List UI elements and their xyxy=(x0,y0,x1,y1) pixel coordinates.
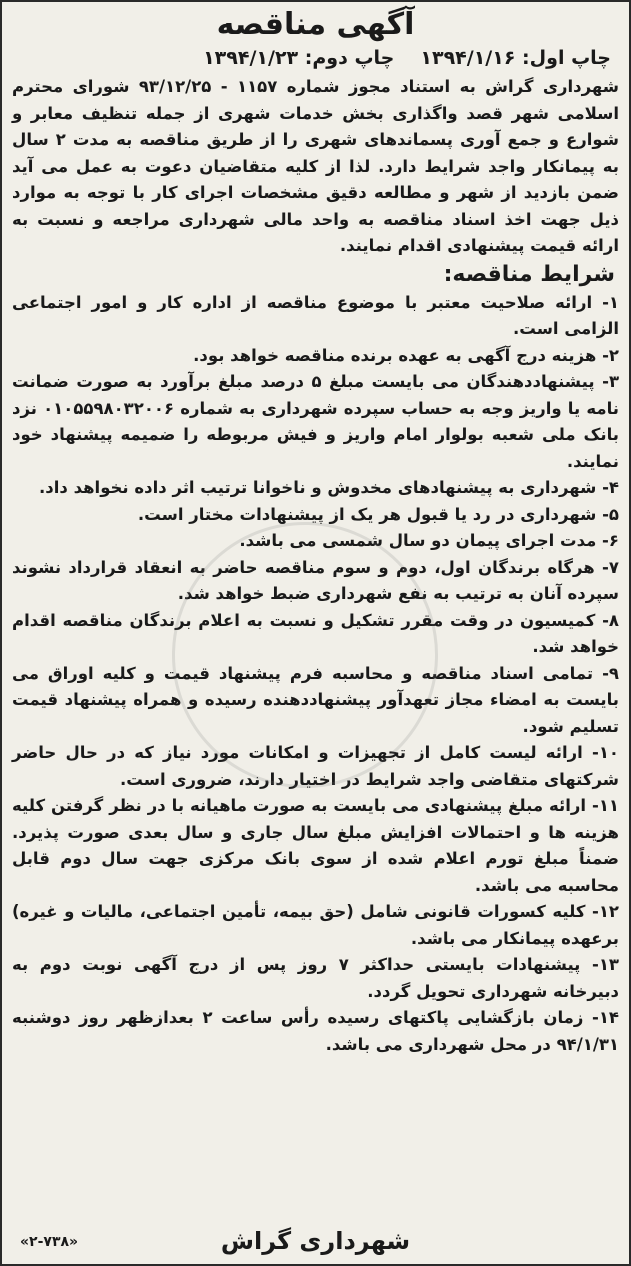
signature: شهرداری گراش xyxy=(220,1227,411,1255)
condition-item: ۶- مدت اجرای پیمان دو سال شمسی می باشد. xyxy=(239,531,619,550)
conditions-heading: شرایط مناقصه: xyxy=(443,261,615,287)
first-print-date: چاپ اول: ۱۳۹۴/۱/۱۶ xyxy=(420,47,611,69)
condition-item: ۸- کمیسیون در وقت مقرر تشکیل و نسبت به اعلام برندگان مناقصه اقدام خواهد شد. xyxy=(12,610,619,656)
condition-item: ۱۴- زمان بازگشایی پاکتهای رسیده رأس ساعت ۲ بعدازظهر روز دوشنبه ۹۴/۱/۳۱ در محل شهرداری می باشد. xyxy=(12,1008,619,1054)
footer xyxy=(12,1224,619,1258)
intro-paragraph: شهرداری گراش به استناد مجوز شماره ۱۱۵۷ - ۹۳/۱۲/۲۵ شورای محترم اسلامی شهر قصد واگذاری بخش خدمات شهری از جمله تنظیف معابر و شوارع و جمع آوری پسماندهای شهری را از طریق مناقصه به مدت ۲ سال به پیمانکار واجد شرایط دارد. لذا از کلیه متقاضیان دعوت به عمل می آید ضمن بازدید از شهر و مطالعه دقیق مشخصات اجرای کار با توجه به موارد ذیل جهت اخذ اسناد مناقصه به واحد مالی شهرداری مراجعه و نسبت به ارائه قیمت پیشنهادی اقدام نمایند. xyxy=(12,77,620,255)
condition-item: ۱۳- پیشنهادات بایستی حداکثر ۷ روز پس از درج آگهی نوبت دوم به دبیرخانه شهرداری تحویل گردد. xyxy=(12,955,619,1001)
condition-item: ۷- هرگاه برندگان اول، دوم و سوم مناقصه حاضر به انعقاد قرارداد نشوند سپرده آنان به ترتیب به نفع شهرداری ضبط خواهد شد. xyxy=(12,557,619,603)
condition-item: ۵- شهرداری در رد یا قبول هر یک از پیشنهادات مختار است. xyxy=(137,504,619,524)
second-print-date: چاپ دوم: ۱۳۹۴/۱/۲۳ xyxy=(203,47,395,69)
condition-item: ۱۲- کلیه کسورات قانونی شامل (حق بیمه، تأمین اجتماعی، مالیات و غیره) برعهده پیمانکار می باشد. xyxy=(12,902,619,948)
condition-item: ۹- تمامی اسناد مناقصه و محاسبه فرم پیشنهاد قیمت و کلیه اوراق می بایست به امضاء مجاز تعهدآور پیشنهاددهنده رسیده و همراه پیشنهاد قیمت تسلیم شود. xyxy=(12,663,619,736)
condition-item: ۴- شهرداری به پیشنهادهای مخدوش و ناخوانا ترتیب اثر داده نخواهد داد. xyxy=(38,478,619,497)
condition-item: ۲- هزینه درج آگهی به عهده برنده مناقصه خواهد بود. xyxy=(193,345,619,365)
notice-code: «۲-۷۳۸» xyxy=(20,1234,79,1250)
print-dates xyxy=(12,44,619,72)
notice-title: آگهی مناقصه xyxy=(216,7,415,42)
conditions-list xyxy=(12,290,619,1059)
condition-item: ۱۰- ارائه لیست کامل از تجهیزات و امکانات مورد نیاز که در حال حاضر شرکتهای متقاضی واجد شرایط در اختیار دارند، ضروری است. xyxy=(12,743,619,789)
condition-item: ۱- ارائه صلاحیت معتبر با موضوع مناقصه از اداره کار و امور اجتماعی الزامی است. xyxy=(12,292,619,338)
condition-item: ۳- پیشنهاددهندگان می بایست مبلغ ۵ درصد مبلغ برآورد به صورت ضمانت نامه یا واریز وجه به حساب سپرده شهرداری به شماره ۰۱۰۵۵۹۸۰۳۲۰۰۶ نزد بانک ملی شعبه بولوار امام واریز و فیش مربوطه را ضمیمه پیشنهاد خود نمایند. xyxy=(12,372,620,471)
condition-item: ۱۱- ارائه مبلغ پیشنهادی می بایست به صورت ماهیانه با در نظر گرفتن کلیه هزینه ها و احتمالات افزایش مبلغ سال جاری و سال بعدی صورت پذیرد. ضمناً مبلغ تورم اعلام شده از سوی بانک مرکزی جهت سال دوم قابل محاسبه می باشد. xyxy=(12,796,619,895)
